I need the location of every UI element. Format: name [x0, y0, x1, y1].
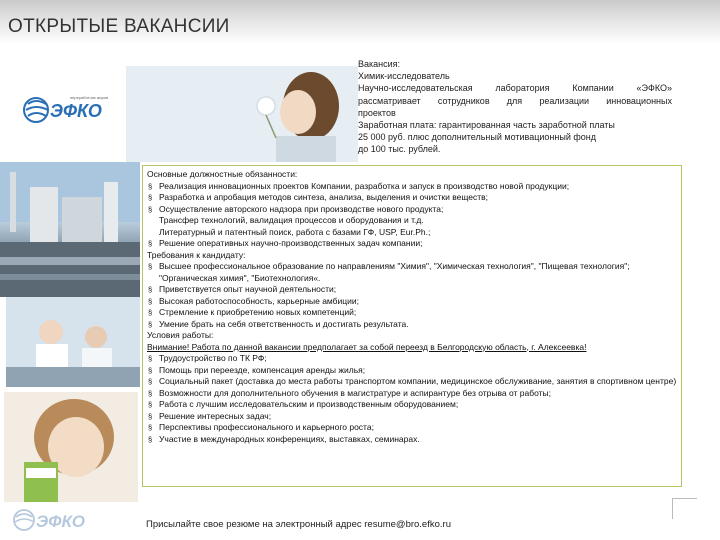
- duties-list: [147, 181, 677, 216]
- vacancy-summary: [358, 58, 672, 156]
- duties-list-tail: [147, 238, 677, 250]
- conditions-item: § Перспективы профессионального и карьерного роста;: [147, 422, 677, 434]
- salary-line: 25 000 руб. плюс дополнительный мотивационный фонд: [358, 132, 596, 143]
- duties-item: § Разработка и апробация методов синтеза, анализа, выделения и очистки веществ;: [147, 192, 677, 204]
- conditions-item: § Работа с лучшим исследовательским и производственным оборудованием;: [147, 399, 677, 411]
- salary-line: Заработная плата: гарантированная часть заработной платы: [358, 120, 615, 131]
- vacancy-description-line: рассматривает сотрудников для реализации инновационных: [358, 95, 672, 106]
- photo-girl-product: [4, 392, 138, 502]
- conditions-item: § Социальный пакет (доставка до места работы транспортом компании, медицинское обслуживание, занятия в спортивном центре): [147, 376, 677, 388]
- resume-contact: Присылайте свое резюме на электронный адрес resume@bro.efko.ru: [146, 519, 451, 530]
- salary-line: до 100 тыс. рублей.: [358, 144, 441, 155]
- requirements-item: § Приветствуется опыт научной деятельности;: [147, 284, 677, 296]
- conditions-item: § Решение интересных задач;: [147, 411, 677, 423]
- logo-tagline: переработчик жиров: [70, 95, 109, 100]
- requirements-list: [147, 261, 677, 330]
- duties-item: § Решение оперативных научно-производственных задач компании;: [147, 238, 677, 250]
- logo-brand-text: ЭФКО: [50, 101, 102, 121]
- requirements-title: Требования к кандидату:: [147, 249, 246, 260]
- conditions-item: § Помощь при переезде, компенсация аренды жилья;: [147, 365, 677, 377]
- relocation-notice: Внимание! Работа по данной вакансии предполагает за собой переезд в Белгородскую область, г. Алексеевка!: [147, 341, 587, 352]
- vacancy-description-line: проектов: [358, 107, 396, 118]
- vacancy-position: Химик-исследователь: [358, 71, 450, 82]
- requirements-item: § Стремление к приобретению новых компетенций;: [147, 307, 677, 319]
- photo-factory: [0, 162, 140, 297]
- conditions-item: § Возможности для дополнительного обучения в магистратуре и аспирантуре без отрыва от работы;: [147, 388, 677, 400]
- photo-girl-dandelion: [126, 66, 358, 162]
- conditions-item: § Трудоустройство по ТК РФ;: [147, 353, 677, 365]
- vacancy-label: Вакансия:: [358, 59, 401, 69]
- duties-item: § Осуществление авторского надзора при производстве нового продукта;: [147, 204, 677, 216]
- conditions-title: Условия работы:: [147, 330, 214, 340]
- corner-decoration: [672, 498, 697, 519]
- duties-item: § Реализация инновационных проектов Компании, разработка и запуск в производство новой продукции;: [147, 181, 677, 193]
- vacancy-details-box: [142, 165, 682, 487]
- efko-logo: [22, 90, 122, 130]
- duties-title: Основные должностные обязанности:: [147, 169, 298, 179]
- conditions-list: [147, 353, 677, 445]
- page-title: ОТКРЫТЫЕ ВАКАНСИИ: [8, 16, 230, 37]
- duties-subline: Трансфер технологий, валидация процессов и оборудования и т.д.: [159, 215, 424, 225]
- vacancy-description-line: Научно-исследовательская лаборатория Компании «ЭФКО»: [358, 83, 672, 94]
- duties-subline: Литературный и патентный поиск, работа с базами ГФ, USP, Eur.Ph.;: [159, 226, 431, 237]
- efko-logo-footer: [12, 505, 112, 535]
- requirements-item: § Высшее профессиональное образование по направлениям "Химия", "Химическая технология", "Пищевая технология"; "Органическая химия", "Биотехнология«.: [147, 261, 677, 284]
- requirements-item: § Высокая работоспособность, карьерные амбиции;: [147, 296, 677, 308]
- conditions-item: § Участие в международных конференциях, выставках, семинарах.: [147, 434, 677, 446]
- requirements-item: § Умение брать на себя ответственность и достигать результата.: [147, 319, 677, 331]
- photo-laboratory: [6, 297, 140, 387]
- logo-footer-brand-text: ЭФКО: [36, 512, 85, 531]
